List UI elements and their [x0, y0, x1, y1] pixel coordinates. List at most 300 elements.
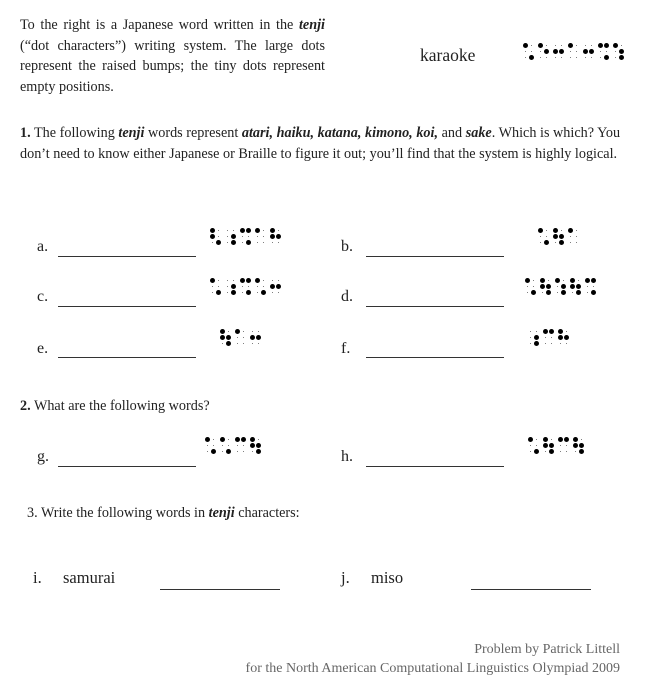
- item-i-label: i.: [33, 568, 42, 587]
- braille-raised-dot: [205, 437, 210, 442]
- braille-empty-dot: [563, 280, 565, 282]
- braille-empty-dot: [545, 451, 547, 453]
- braille-empty-dot: [278, 292, 280, 294]
- braille-empty-dot: [263, 242, 265, 244]
- braille-raised-dot: [540, 284, 545, 289]
- braille-cell: [225, 228, 236, 245]
- braille-raised-dot: [543, 437, 548, 442]
- braille-empty-dot: [525, 57, 527, 59]
- braille-empty-dot: [621, 45, 623, 47]
- braille-raised-dot: [255, 228, 260, 233]
- braille-empty-dot: [263, 236, 265, 238]
- braille-cell: [250, 329, 261, 346]
- braille-empty-dot: [540, 242, 542, 244]
- braille-raised-dot: [540, 278, 545, 283]
- braille-empty-dot: [218, 236, 220, 238]
- braille-cell: [598, 43, 609, 60]
- item-a-braille: [210, 228, 285, 245]
- braille-empty-dot: [237, 445, 239, 447]
- braille-empty-dot: [546, 45, 548, 47]
- braille-cell: [553, 228, 564, 245]
- braille-empty-dot: [228, 331, 230, 333]
- item-c-braille: [210, 278, 285, 295]
- braille-empty-dot: [576, 57, 578, 59]
- braille-empty-dot: [212, 242, 214, 244]
- braille-raised-dot: [529, 55, 534, 60]
- braille-cell: [570, 278, 581, 295]
- braille-raised-dot: [544, 240, 549, 245]
- q1-word-atari: atari,: [241, 125, 274, 141]
- braille-raised-dot: [525, 278, 530, 283]
- braille-cell: [523, 43, 534, 60]
- braille-cell: [225, 278, 236, 295]
- braille-cell: [210, 278, 221, 295]
- braille-cell: [235, 437, 246, 454]
- braille-empty-dot: [242, 286, 244, 288]
- braille-raised-dot: [523, 43, 528, 48]
- braille-raised-dot: [276, 234, 281, 239]
- braille-raised-dot: [570, 278, 575, 283]
- example-word: karaoke: [420, 45, 476, 65]
- braille-cell: [613, 43, 624, 60]
- item-c-answer-line[interactable]: [58, 306, 196, 307]
- braille-empty-dot: [278, 242, 280, 244]
- braille-empty-dot: [591, 45, 593, 47]
- braille-cell: [558, 437, 569, 454]
- braille-empty-dot: [561, 57, 563, 59]
- braille-raised-dot: [589, 49, 594, 54]
- braille-empty-dot: [533, 286, 535, 288]
- item-e-label: e.: [37, 340, 49, 357]
- braille-raised-dot: [549, 329, 554, 334]
- braille-empty-dot: [531, 51, 533, 53]
- credit-author: Problem by Patrick Littell: [474, 642, 620, 657]
- braille-empty-dot: [248, 286, 250, 288]
- q1-text-3: . Which is which? You don’t need to know either Japanese or Braille to figure it out; you’ll find that the system is highly logical.: [20, 125, 621, 162]
- braille-raised-dot: [585, 278, 590, 283]
- braille-raised-dot: [538, 228, 543, 233]
- braille-cell: [210, 228, 221, 245]
- braille-empty-dot: [218, 280, 220, 282]
- braille-raised-dot: [558, 335, 563, 340]
- braille-empty-dot: [257, 236, 259, 238]
- item-f-answer-line[interactable]: [366, 357, 504, 358]
- braille-empty-dot: [228, 439, 230, 441]
- braille-raised-dot: [231, 290, 236, 295]
- braille-empty-dot: [557, 286, 559, 288]
- braille-empty-dot: [213, 445, 215, 447]
- braille-empty-dot: [257, 286, 259, 288]
- braille-cell: [270, 228, 281, 245]
- item-d-braille: [525, 278, 600, 295]
- braille-cell: [585, 278, 596, 295]
- braille-empty-dot: [530, 331, 532, 333]
- braille-empty-dot: [566, 451, 568, 453]
- question-2: [20, 398, 210, 415]
- braille-raised-dot: [561, 290, 566, 295]
- braille-cell: [240, 228, 251, 245]
- braille-empty-dot: [545, 343, 547, 345]
- item-h-label: h.: [341, 448, 353, 465]
- braille-empty-dot: [237, 343, 239, 345]
- braille-raised-dot: [573, 437, 578, 442]
- braille-raised-dot: [270, 228, 275, 233]
- braille-empty-dot: [258, 343, 260, 345]
- braille-raised-dot: [558, 329, 563, 334]
- intro-paragraph: [20, 15, 325, 97]
- item-b-braille: [538, 228, 583, 245]
- braille-raised-dot: [250, 443, 255, 448]
- item-b-label: b.: [341, 238, 353, 255]
- braille-cell: [250, 437, 261, 454]
- braille-empty-dot: [233, 280, 235, 282]
- item-a-label: a.: [37, 238, 49, 255]
- item-j-answer-line[interactable]: [471, 589, 591, 590]
- braille-raised-dot: [579, 449, 584, 454]
- braille-raised-dot: [246, 290, 251, 295]
- braille-raised-dot: [256, 449, 261, 454]
- braille-cell: [255, 278, 266, 295]
- braille-cell: [538, 43, 549, 60]
- item-j-word: miso: [371, 568, 404, 587]
- q1-tenji-term: tenji: [118, 125, 145, 141]
- braille-raised-dot: [220, 437, 225, 442]
- braille-empty-dot: [243, 343, 245, 345]
- braille-raised-dot: [613, 43, 618, 48]
- braille-cell: [205, 437, 216, 454]
- braille-empty-dot: [263, 230, 265, 232]
- braille-empty-dot: [527, 286, 529, 288]
- braille-empty-dot: [560, 343, 562, 345]
- braille-empty-dot: [536, 445, 538, 447]
- q1-word-kimono: kimono,: [365, 125, 413, 141]
- braille-raised-dot: [579, 443, 584, 448]
- braille-empty-dot: [227, 236, 229, 238]
- braille-empty-dot: [207, 445, 209, 447]
- braille-empty-dot: [566, 331, 568, 333]
- braille-empty-dot: [242, 236, 244, 238]
- braille-raised-dot: [553, 228, 558, 233]
- braille-empty-dot: [593, 286, 595, 288]
- braille-empty-dot: [227, 230, 229, 232]
- braille-cell: [555, 278, 566, 295]
- braille-empty-dot: [272, 242, 274, 244]
- intro-prefix: To the right is a Japanese word written in the: [20, 17, 294, 33]
- braille-raised-dot: [568, 228, 573, 233]
- braille-empty-dot: [218, 286, 220, 288]
- braille-cell: [240, 278, 251, 295]
- braille-raised-dot: [246, 240, 251, 245]
- braille-cell: [235, 329, 246, 346]
- braille-empty-dot: [263, 286, 265, 288]
- braille-empty-dot: [555, 45, 557, 47]
- braille-empty-dot: [222, 451, 224, 453]
- example-braille: [523, 43, 628, 60]
- braille-empty-dot: [585, 45, 587, 47]
- question-3-number: 3.: [27, 505, 38, 521]
- braille-raised-dot: [559, 49, 564, 54]
- braille-raised-dot: [235, 329, 240, 334]
- braille-raised-dot: [216, 240, 221, 245]
- braille-raised-dot: [220, 329, 225, 334]
- braille-cell: [573, 437, 584, 454]
- question-2-number: 2.: [20, 398, 31, 414]
- braille-empty-dot: [615, 51, 617, 53]
- braille-empty-dot: [530, 343, 532, 345]
- item-g-label: g.: [37, 448, 49, 465]
- braille-raised-dot: [220, 335, 225, 340]
- braille-raised-dot: [604, 43, 609, 48]
- braille-empty-dot: [227, 242, 229, 244]
- braille-empty-dot: [252, 343, 254, 345]
- braille-raised-dot: [210, 278, 215, 283]
- braille-empty-dot: [576, 242, 578, 244]
- braille-raised-dot: [573, 443, 578, 448]
- braille-empty-dot: [561, 45, 563, 47]
- braille-raised-dot: [553, 49, 558, 54]
- question-1-number: 1.: [20, 125, 31, 141]
- q3-text-1: Write the following words in: [40, 505, 206, 521]
- braille-empty-dot: [560, 445, 562, 447]
- braille-empty-dot: [576, 236, 578, 238]
- braille-empty-dot: [536, 331, 538, 333]
- braille-raised-dot: [255, 278, 260, 283]
- braille-raised-dot: [240, 228, 245, 233]
- braille-empty-dot: [566, 445, 568, 447]
- braille-empty-dot: [272, 280, 274, 282]
- braille-raised-dot: [216, 290, 221, 295]
- braille-cell: [540, 278, 551, 295]
- braille-empty-dot: [222, 445, 224, 447]
- braille-empty-dot: [540, 57, 542, 59]
- braille-raised-dot: [598, 43, 603, 48]
- braille-cell: [558, 329, 569, 346]
- braille-empty-dot: [576, 51, 578, 53]
- braille-raised-dot: [549, 449, 554, 454]
- braille-empty-dot: [228, 445, 230, 447]
- braille-raised-dot: [559, 234, 564, 239]
- braille-empty-dot: [551, 439, 553, 441]
- item-g-braille: [205, 437, 265, 454]
- braille-empty-dot: [222, 343, 224, 345]
- braille-raised-dot: [528, 437, 533, 442]
- question-3: [27, 505, 300, 522]
- braille-empty-dot: [540, 51, 542, 53]
- braille-raised-dot: [235, 437, 240, 442]
- braille-empty-dot: [540, 236, 542, 238]
- braille-cell: [220, 437, 231, 454]
- braille-raised-dot: [546, 290, 551, 295]
- braille-cell: [553, 43, 564, 60]
- q1-word-sake: sake: [465, 125, 492, 141]
- braille-raised-dot: [241, 437, 246, 442]
- braille-raised-dot: [544, 49, 549, 54]
- item-a-answer-line[interactable]: [58, 256, 196, 257]
- braille-empty-dot: [600, 57, 602, 59]
- braille-raised-dot: [226, 449, 231, 454]
- q1-word-koi: koi,: [416, 125, 439, 141]
- braille-raised-dot: [576, 290, 581, 295]
- braille-empty-dot: [258, 331, 260, 333]
- braille-empty-dot: [278, 280, 280, 282]
- braille-empty-dot: [560, 451, 562, 453]
- item-g-answer-line[interactable]: [58, 466, 196, 467]
- braille-raised-dot: [549, 443, 554, 448]
- braille-empty-dot: [252, 331, 254, 333]
- braille-empty-dot: [570, 242, 572, 244]
- braille-empty-dot: [243, 445, 245, 447]
- braille-empty-dot: [278, 230, 280, 232]
- braille-empty-dot: [237, 451, 239, 453]
- braille-cell: [270, 278, 281, 295]
- braille-raised-dot: [564, 335, 569, 340]
- item-d-answer-line[interactable]: [366, 306, 504, 307]
- braille-raised-dot: [543, 443, 548, 448]
- braille-empty-dot: [591, 57, 593, 59]
- braille-cell: [525, 278, 536, 295]
- braille-empty-dot: [546, 236, 548, 238]
- q1-word-haiku: haiku,: [276, 125, 315, 141]
- q3-tenji-term: tenji: [208, 505, 235, 521]
- braille-empty-dot: [575, 451, 577, 453]
- braille-empty-dot: [557, 292, 559, 294]
- braille-raised-dot: [231, 284, 236, 289]
- braille-raised-dot: [543, 329, 548, 334]
- intro-suffix: (“dot characters”) writing system. The large dots represent the raised bumps; the tiny dots represent empty positions.: [20, 37, 325, 95]
- item-c-label: c.: [37, 288, 49, 305]
- braille-empty-dot: [572, 292, 574, 294]
- braille-raised-dot: [531, 290, 536, 295]
- braille-raised-dot: [211, 449, 216, 454]
- braille-empty-dot: [252, 451, 254, 453]
- braille-raised-dot: [250, 437, 255, 442]
- braille-empty-dot: [546, 57, 548, 59]
- q3-text-2: characters:: [238, 505, 300, 521]
- braille-raised-dot: [538, 43, 543, 48]
- braille-raised-dot: [619, 49, 624, 54]
- braille-raised-dot: [570, 284, 575, 289]
- braille-empty-dot: [227, 292, 229, 294]
- braille-raised-dot: [261, 290, 266, 295]
- braille-raised-dot: [231, 234, 236, 239]
- braille-raised-dot: [246, 278, 251, 283]
- braille-empty-dot: [213, 439, 215, 441]
- braille-empty-dot: [272, 292, 274, 294]
- item-e-answer-line[interactable]: [58, 357, 196, 358]
- item-i-word: samurai: [63, 568, 116, 587]
- braille-empty-dot: [530, 451, 532, 453]
- braille-empty-dot: [233, 230, 235, 232]
- credit-block: [246, 640, 620, 678]
- braille-empty-dot: [576, 230, 578, 232]
- braille-cell: [255, 228, 266, 245]
- braille-empty-dot: [600, 51, 602, 53]
- braille-cell: [583, 43, 594, 60]
- braille-raised-dot: [591, 290, 596, 295]
- braille-cell: [568, 43, 579, 60]
- item-i-answer-line[interactable]: [160, 589, 280, 590]
- braille-empty-dot: [555, 57, 557, 59]
- braille-raised-dot: [250, 335, 255, 340]
- braille-raised-dot: [210, 228, 215, 233]
- braille-cell: [543, 437, 554, 454]
- braille-empty-dot: [570, 51, 572, 53]
- braille-raised-dot: [534, 449, 539, 454]
- q1-word-katana: katana,: [317, 125, 362, 141]
- braille-empty-dot: [566, 343, 568, 345]
- item-f-label: f.: [341, 340, 351, 357]
- item-h-braille: [528, 437, 588, 454]
- braille-cell: [568, 228, 579, 245]
- braille-empty-dot: [207, 451, 209, 453]
- braille-raised-dot: [553, 234, 558, 239]
- braille-empty-dot: [551, 343, 553, 345]
- braille-empty-dot: [606, 51, 608, 53]
- braille-empty-dot: [243, 337, 245, 339]
- braille-empty-dot: [525, 51, 527, 53]
- braille-cell: [543, 329, 554, 346]
- braille-raised-dot: [546, 284, 551, 289]
- braille-empty-dot: [218, 230, 220, 232]
- braille-raised-dot: [270, 284, 275, 289]
- braille-raised-dot: [534, 335, 539, 340]
- braille-empty-dot: [585, 57, 587, 59]
- braille-empty-dot: [527, 292, 529, 294]
- braille-raised-dot: [564, 437, 569, 442]
- braille-cell: [538, 228, 549, 245]
- braille-empty-dot: [212, 286, 214, 288]
- braille-raised-dot: [270, 234, 275, 239]
- braille-empty-dot: [530, 337, 532, 339]
- braille-raised-dot: [604, 55, 609, 60]
- intro-tenji-term: tenji: [298, 17, 325, 33]
- braille-empty-dot: [548, 280, 550, 282]
- q1-and: and: [441, 125, 463, 141]
- question-1: [20, 123, 620, 164]
- braille-empty-dot: [533, 280, 535, 282]
- q1-text-1: The following: [33, 125, 115, 141]
- braille-cell: [528, 437, 539, 454]
- braille-empty-dot: [530, 445, 532, 447]
- braille-cell: [528, 329, 539, 346]
- braille-raised-dot: [226, 335, 231, 340]
- braille-empty-dot: [258, 439, 260, 441]
- braille-raised-dot: [534, 341, 539, 346]
- braille-empty-dot: [227, 286, 229, 288]
- braille-empty-dot: [587, 292, 589, 294]
- item-h-answer-line[interactable]: [366, 466, 504, 467]
- braille-empty-dot: [581, 439, 583, 441]
- braille-empty-dot: [243, 331, 245, 333]
- braille-empty-dot: [248, 236, 250, 238]
- braille-raised-dot: [256, 335, 261, 340]
- braille-empty-dot: [242, 242, 244, 244]
- braille-empty-dot: [561, 230, 563, 232]
- item-f-braille: [528, 329, 573, 346]
- braille-empty-dot: [578, 280, 580, 282]
- braille-raised-dot: [576, 284, 581, 289]
- question-2-text: What are the following words?: [33, 398, 210, 414]
- item-b-answer-line[interactable]: [366, 256, 504, 257]
- braille-raised-dot: [276, 284, 281, 289]
- braille-empty-dot: [536, 439, 538, 441]
- braille-empty-dot: [546, 230, 548, 232]
- item-j-label: j.: [341, 568, 350, 587]
- braille-raised-dot: [558, 437, 563, 442]
- braille-raised-dot: [583, 49, 588, 54]
- braille-empty-dot: [570, 57, 572, 59]
- braille-raised-dot: [555, 278, 560, 283]
